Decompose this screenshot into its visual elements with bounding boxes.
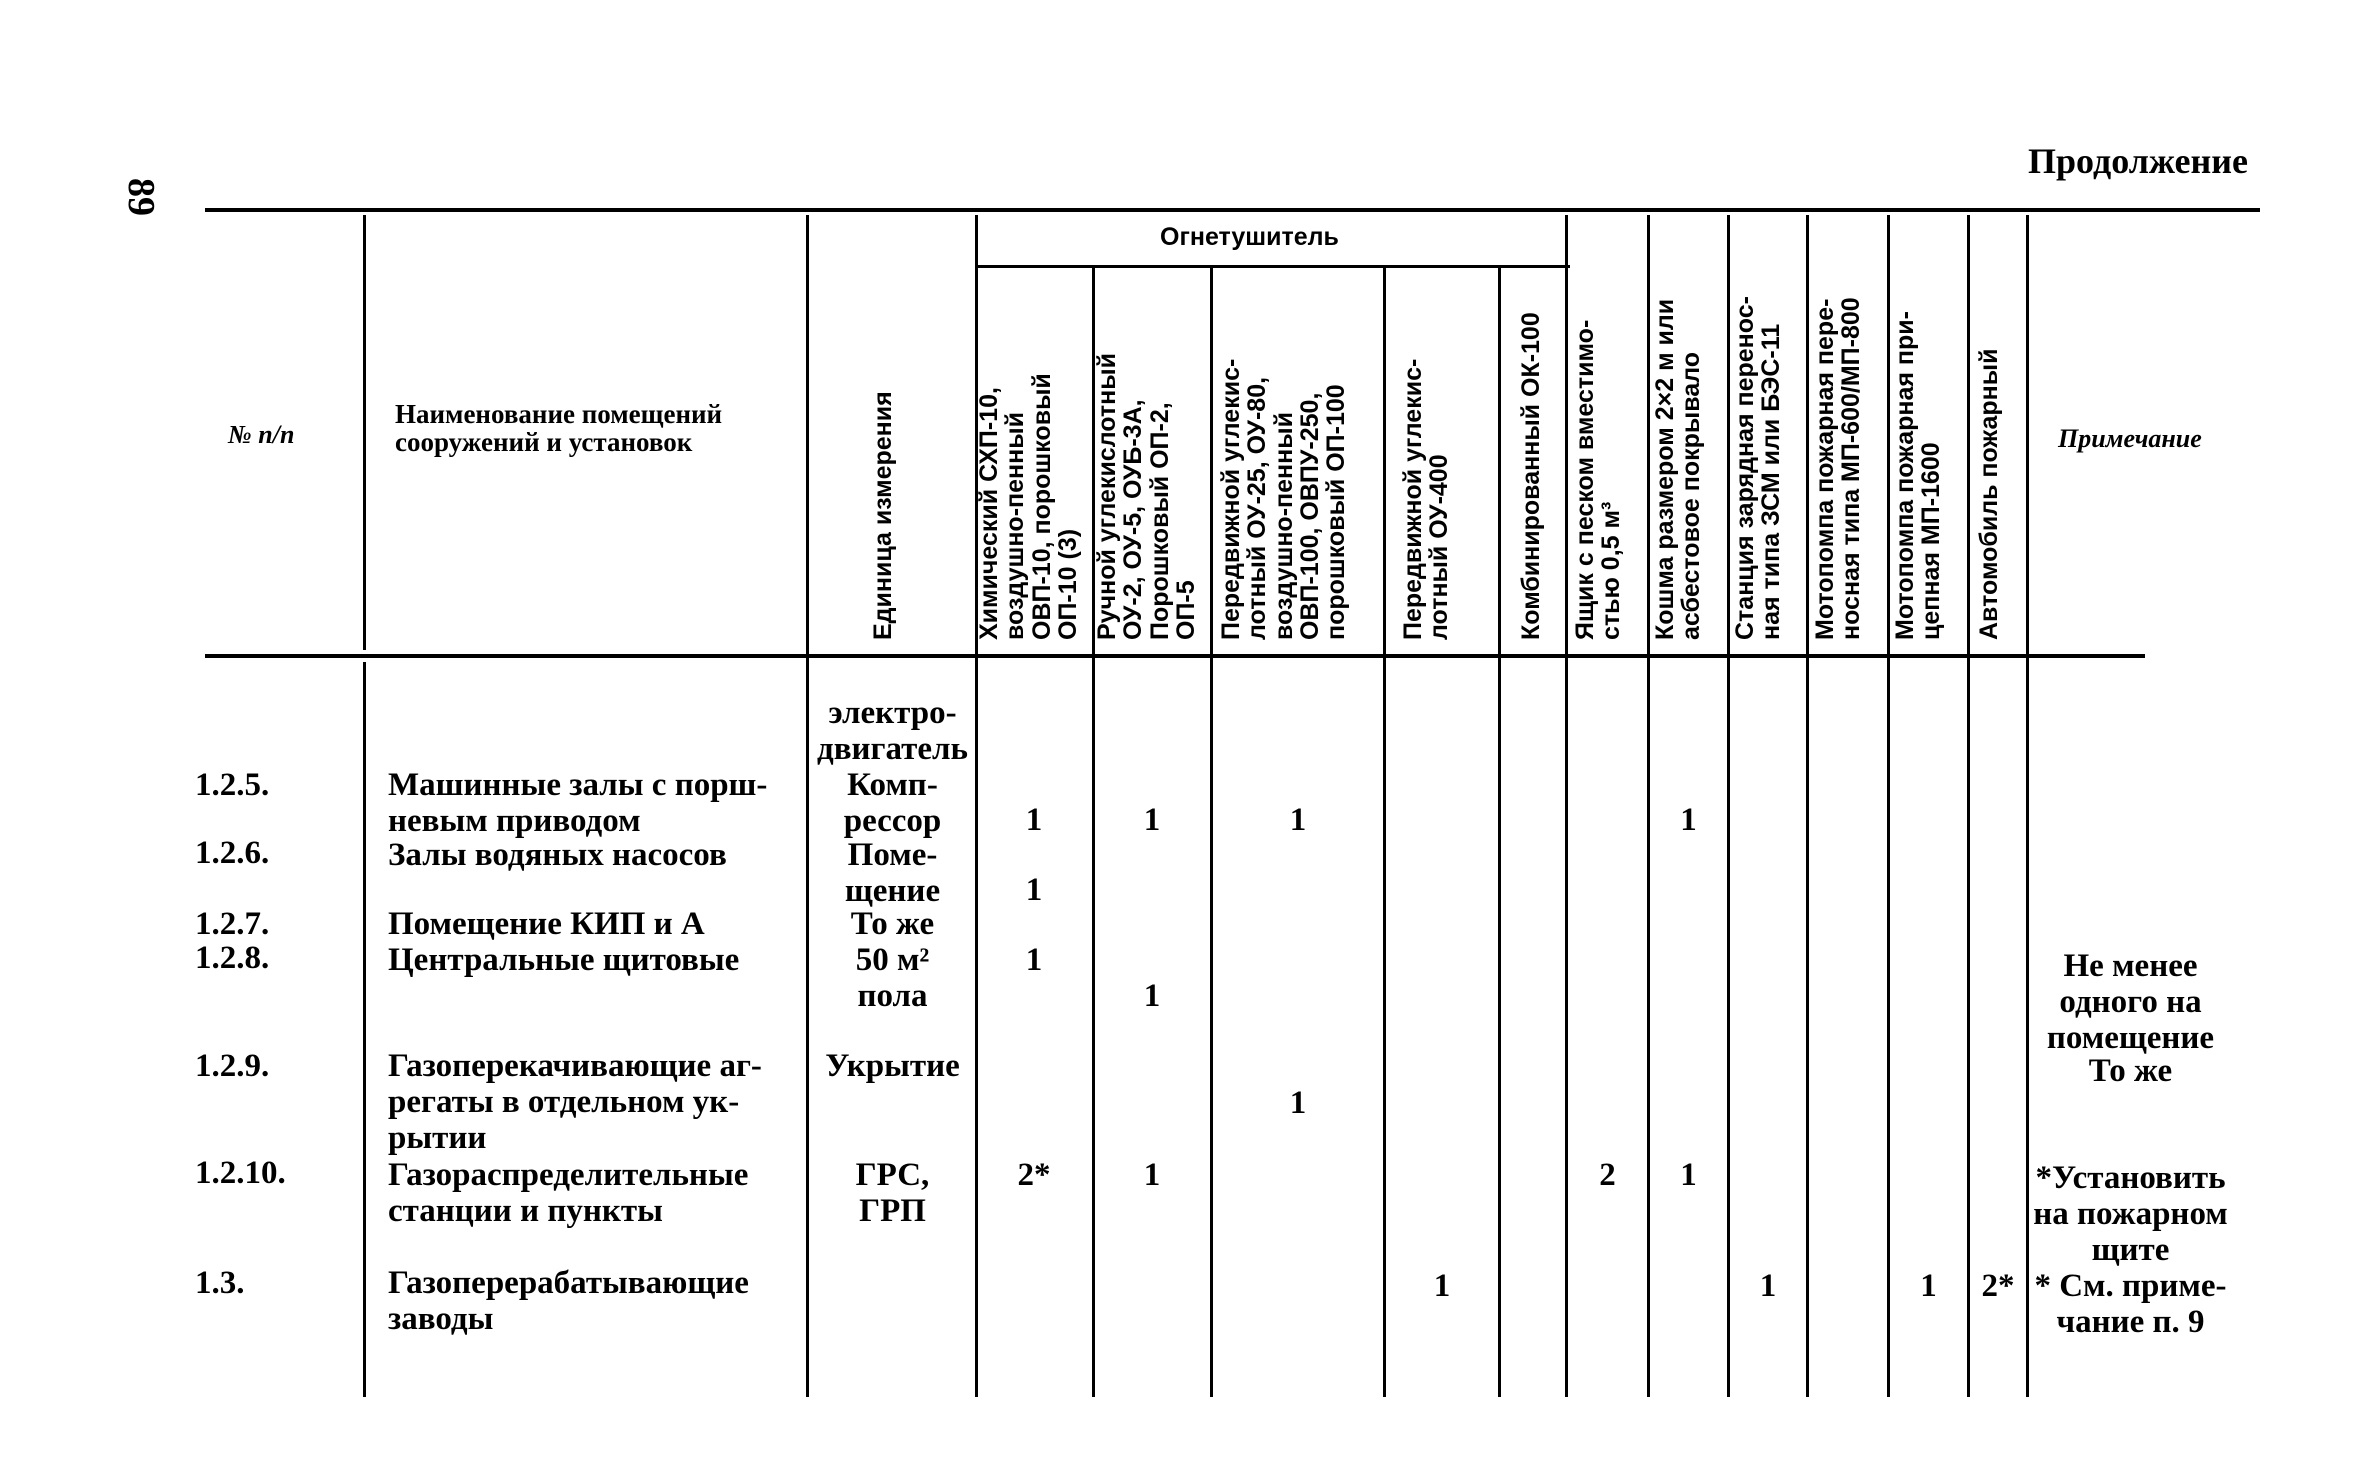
row-cell-ext2: 1 bbox=[1143, 802, 1161, 838]
row-note: То же bbox=[2088, 1053, 2173, 1089]
col-divider bbox=[1383, 268, 1386, 1397]
row-cell-ext1: 1 bbox=[1025, 872, 1043, 908]
col-divider bbox=[806, 215, 809, 1397]
row-cell-ext3: 1 bbox=[1289, 1085, 1307, 1121]
row-cell-ext1: 1 bbox=[1025, 802, 1043, 838]
header-sand-box: Ящик с песком вместимо- стью 0,5 м³ bbox=[1571, 319, 1626, 640]
header-ext3: Передвижной углекис- лотный ОУ-25, ОУ-80, воздушно-пенный ОВП-100, ОВПУ-250, порошковый ОП-100 bbox=[1217, 358, 1350, 640]
row-name: Центральные щитовые bbox=[388, 942, 740, 978]
row-unit: То же bbox=[850, 906, 935, 942]
header-portable-pump: Мотопомпа пожарная пере- носная типа МП-600/МП-800 bbox=[1811, 297, 1866, 640]
header-felt: Кошма размером 2×2 м или асбестовое покрывало bbox=[1651, 298, 1706, 640]
col-divider bbox=[1565, 215, 1568, 1397]
header-charging-station: Станция зарядная перенос- ная типа ЗСМ или БЭС-11 bbox=[1731, 296, 1786, 640]
header-ext5: Комбинированный ОК-100 bbox=[1517, 312, 1545, 640]
row-cell-ext1: 2* bbox=[1017, 1157, 1051, 1193]
row-cell-fire-truck: 2* bbox=[1981, 1268, 2015, 1304]
row-note: Не менее одного на помещение bbox=[2046, 948, 2215, 1056]
row-unit: 50 м² пола bbox=[855, 942, 930, 1014]
row-number: 1.3. bbox=[195, 1265, 245, 1301]
col-divider bbox=[1887, 215, 1890, 1397]
row-number: 1.2.8. bbox=[195, 940, 270, 976]
page-number: 89 bbox=[120, 178, 162, 216]
row-unit: Комп- рессор bbox=[843, 767, 942, 839]
row-number: 1.2.7. bbox=[195, 906, 270, 942]
col-divider bbox=[1806, 215, 1809, 1397]
row-name: Газоперерабатывающие заводы bbox=[388, 1265, 749, 1337]
row-name: Газораспределительные станции и пункты bbox=[388, 1157, 749, 1229]
header-fire-truck: Автомобиль пожарный bbox=[1975, 348, 2003, 640]
table-top-rule bbox=[205, 208, 2260, 212]
row-cell-sand-box: 2 bbox=[1599, 1157, 1616, 1193]
row-cell-trailer-pump: 1 bbox=[1920, 1268, 1937, 1304]
col-divider bbox=[363, 662, 366, 1397]
row-number: 1.2.9. bbox=[195, 1048, 270, 1084]
row-cell-ext1: 1 bbox=[1025, 942, 1043, 978]
table-header-rule bbox=[205, 654, 2145, 658]
row-number: 1.2.6. bbox=[195, 835, 270, 871]
col-divider bbox=[1727, 215, 1730, 1397]
continuation-label: Продолжение bbox=[2028, 141, 2248, 181]
row-name: Помещение КИП и А bbox=[388, 906, 705, 942]
row-note: *Установить на пожарном щите bbox=[2033, 1160, 2228, 1268]
row-name: Газоперекачивающие аг- регаты в отдельном ук- рытии bbox=[388, 1048, 762, 1156]
row-unit: Поме- щение bbox=[844, 837, 941, 909]
col-divider bbox=[1498, 268, 1501, 1397]
row-unit: Укрытие bbox=[825, 1048, 960, 1084]
row-number: 1.2.5. bbox=[195, 767, 270, 803]
row-cell-felt: 1 bbox=[1680, 802, 1697, 838]
row-note: * См. приме- чание п. 9 bbox=[2034, 1268, 2227, 1340]
header-ext2: Ручной углекислотный ОУ-2, ОУ-5, ОУБ-3А, Порошковый ОП-2, ОП-5 bbox=[1093, 353, 1200, 640]
col-divider bbox=[1967, 215, 1970, 1397]
header-no: № п/п bbox=[228, 420, 295, 449]
header-name: Наименование помещений сооружений и установок bbox=[395, 399, 723, 458]
table-row-unit: электро- двигатель bbox=[817, 695, 968, 767]
row-cell-ext3: 1 bbox=[1289, 802, 1307, 838]
header-unit: Единица измерения bbox=[869, 391, 897, 640]
header-trailer-pump: Мотопомпа пожарная при- цепная МП-1600 bbox=[1891, 311, 1946, 640]
header-note: Примечание bbox=[2058, 424, 2202, 453]
header-ext1: Химический СХП-10, воздушно-пенный ОВП-10, порошковый ОП-10 (3) bbox=[975, 373, 1082, 640]
row-cell-ext4: 1 bbox=[1433, 1268, 1451, 1304]
group-rule bbox=[975, 265, 1570, 268]
row-unit: ГРС, ГРП bbox=[855, 1157, 930, 1229]
row-name: Залы водяных насосов bbox=[388, 837, 727, 873]
row-number: 1.2.10. bbox=[195, 1155, 286, 1191]
row-cell-felt: 1 bbox=[1680, 1157, 1697, 1193]
col-divider bbox=[363, 215, 366, 650]
row-cell-ext2: 1 bbox=[1143, 978, 1161, 1014]
header-extinguisher-group: Огнетушитель bbox=[1160, 223, 1339, 251]
row-cell-ext2: 1 bbox=[1143, 1157, 1161, 1193]
row-cell-charging-station: 1 bbox=[1759, 1268, 1777, 1304]
row-name: Машинные залы с порш- невым приводом bbox=[388, 767, 768, 839]
header-ext4: Передвижной углекис- лотный ОУ-400 bbox=[1399, 358, 1454, 640]
